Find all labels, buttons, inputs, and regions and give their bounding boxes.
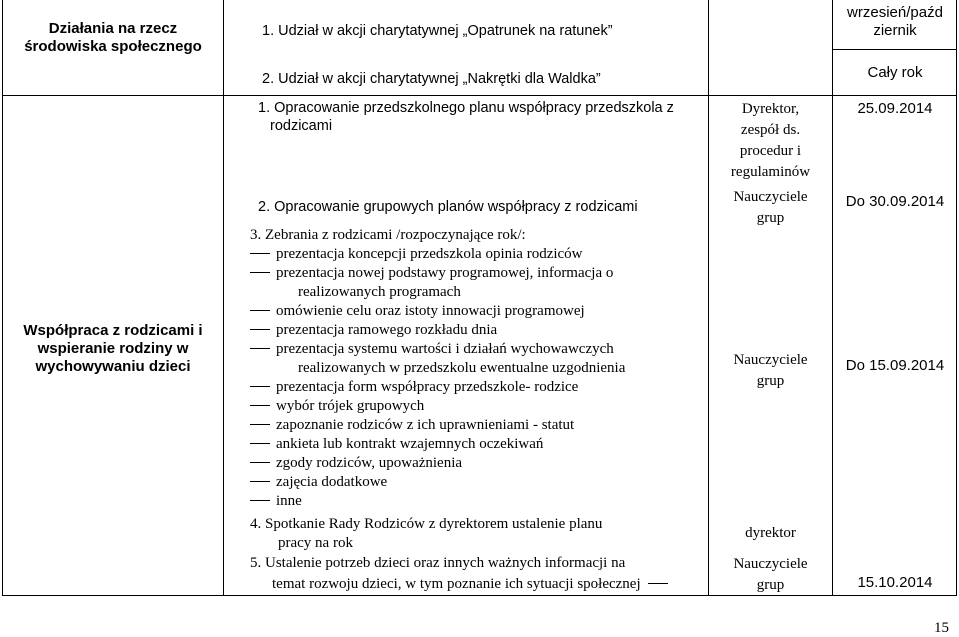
- resp-nauczyciele-1: Nauczyciele grup: [733, 189, 808, 226]
- list-item: prezentacja form współpracy przedszkole- rodzice: [250, 378, 625, 397]
- term-25-09: 25.09.2014: [857, 100, 933, 117]
- task-opatrunek: 1. Udział w akcji charytatywnej „Opatrunek na ratunek”: [262, 23, 613, 39]
- page-number: 15: [934, 620, 949, 636]
- column-divider-3: [832, 0, 833, 596]
- list-item: prezentacja koncepcji przedszkola opinia rodziców: [250, 245, 625, 264]
- list-item: realizowanych w przedszkolu ewentualne uzgodnienia: [298, 360, 626, 376]
- task-nakretki: 2. Udział w akcji charytatywnej „Nakrętki dla Waldka”: [262, 71, 601, 87]
- term-wrzesien: wrzesień/paźd ziernik: [847, 4, 943, 39]
- resp-nauczyciele-3: Nauczyciele grup: [733, 556, 808, 593]
- column-divider-1: [223, 0, 224, 596]
- task-zebrania: 3. Zebrania z rodzicami /rozpoczynające rok/: prezentacja koncepcji przedszkola opinia rodziców prezentacja nowej podstawy programowej, informacja o realizowanych programach omówienie celu oraz istoty innowacji programowej prezentacja ramowego rozkładu dnia prezentacja systemu wartości i działań wychowawczych realizowanych w przedszkolu ewentualne uzgodnienia prezentacja form współpracy przedszkole- rodzice wybór trójek grupowych zapoznanie rodziców z ich uprawnieniami - statut ankieta lub kontrakt wzajemnych oczekiwań zgody rodziców, upoważnienia zajęcia dodatkowe inne: [250, 227, 626, 509]
- list-item: realizowanych programach: [298, 284, 461, 300]
- list-item: prezentacja ramowego rozkładu dnia: [250, 321, 625, 340]
- task-potrzeby-dzieci: 5. Ustalenie potrzeb dzieci oraz innych ważnych informacji na temat rozwoju dzieci, w tym poznanie ich sytuacji społecznej: [250, 553, 674, 595]
- list-item: prezentacja systemu wartości i działań wychowawczych: [250, 340, 625, 359]
- term-do-15-09: Do 15.09.2014: [845, 357, 945, 374]
- section-title-parents: Współpraca z rodzicami i wspieranie rodziny w wychowywaniu dzieci: [23, 322, 203, 375]
- list-item: omówienie celu oraz istoty innowacji programowej: [250, 302, 625, 321]
- list-item: wybór trójek grupowych: [250, 397, 625, 416]
- resp-dyrektor: dyrektor: [745, 525, 796, 541]
- row-divider-wrzesien: [832, 49, 957, 50]
- table-border-left: [2, 0, 3, 596]
- list-item: prezentacja nowej podstawy programowej, informacja o: [250, 264, 625, 283]
- resp-dyrektor-zespol: Dyrektor, zespół ds. procedur i regulaminów: [730, 101, 811, 180]
- term-do-30-09: Do 30.09.2014: [845, 193, 945, 210]
- task-plan-przedszkolny: 1. Opracowanie przedszkolnego planu współpracy przedszkola z rodzicami: [258, 100, 674, 134]
- row-divider-section: [2, 95, 957, 96]
- list-item: inne: [250, 492, 625, 511]
- task-plany-grupowe: 2. Opracowanie grupowych planów współpracy z rodzicami: [258, 199, 638, 215]
- section-title-environment: Działania na rzecz środowiska społecznego: [24, 20, 202, 55]
- task-rada-rodzicow: 4. Spotkanie Rady Rodziców z dyrektorem ustalenie planu pracy na rok: [250, 516, 603, 551]
- term-caly-rok: Cały rok: [867, 64, 923, 81]
- table-border-right: [956, 0, 957, 596]
- list-item: zapoznanie rodziców z ich uprawnieniami - statut: [250, 416, 625, 435]
- list-item: zgody rodziców, upoważnienia: [250, 454, 625, 473]
- resp-nauczyciele-2: Nauczyciele grup: [733, 352, 808, 389]
- column-divider-2: [708, 0, 709, 596]
- list-item: zajęcia dodatkowe: [250, 473, 625, 492]
- list-item: ankieta lub kontrakt wzajemnych oczekiwań: [250, 435, 625, 454]
- term-15-10: 15.10.2014: [857, 574, 933, 591]
